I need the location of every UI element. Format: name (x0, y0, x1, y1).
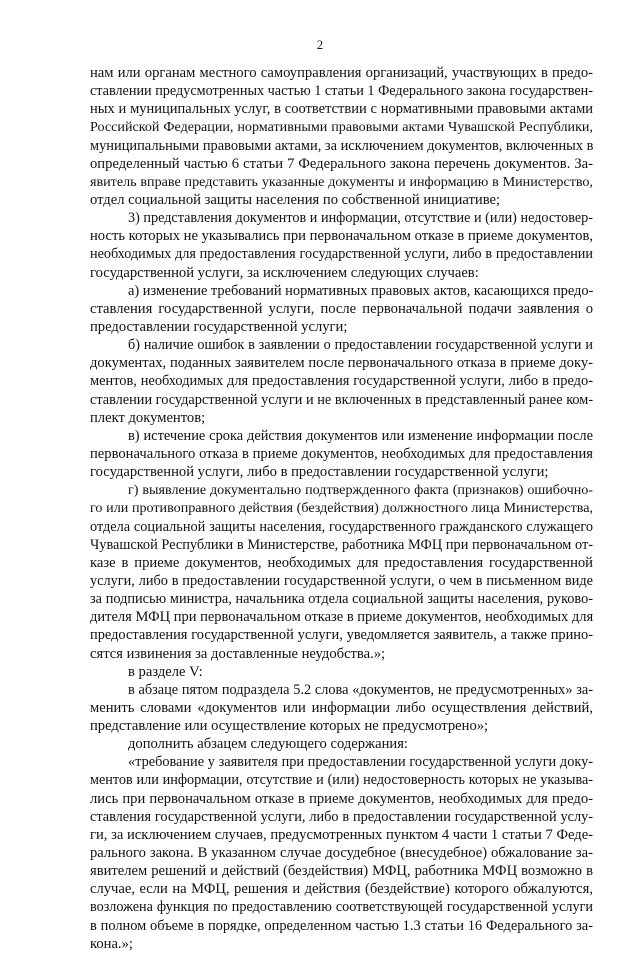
text-line: ставлении государственной услуги и не включенных в представленный ранее ком- (90, 391, 593, 408)
text-line: го или противоправного действия (бездействия) должностного лица Министерства, (90, 500, 593, 517)
text-line: определенный частью 6 статьи 7 Федерального закона перечень документов. За- (90, 155, 593, 172)
text-line: предоставления государственной услуги, уведомляется заявитель, а также прино- (90, 627, 593, 644)
text-line: ги, за исключением случаев, предусмотренных пунктом 4 части 1 статьи 7 Феде- (90, 826, 593, 843)
text-line: в разделе V: (128, 663, 203, 680)
text-line: 3) представления документов и информации, отсутствие и (или) недостовер- (128, 210, 593, 227)
text-line: представление или осуществление которых не предусмотрено»; (90, 718, 489, 735)
page-number: 2 (316, 38, 324, 52)
text-line: нам или органам местного самоуправления организаций, участвующих в предо- (90, 65, 593, 81)
text-line: первоначального отказа в приеме документов, необходимых для предоставления (90, 445, 593, 462)
text-line: дополнить абзацем следующего содержания: (128, 736, 408, 753)
text-line: лись при первоначальном отказе в приеме документов, необходимых для предо- (90, 790, 593, 807)
text-line: необходимых для предоставления государственной услуги, либо в предоставлении (90, 246, 593, 263)
text-line: а) изменение требований нормативных правовых актов, касающихся предо- (128, 282, 593, 299)
text-line: «требование у заявителя при предоставлении государственной услуги доку- (128, 754, 593, 771)
text-line: в полном объеме в порядке, определенном частью 1.3 статьи 16 Федерального за- (90, 917, 593, 934)
text-line: ность которых не указывались при первоначальном отказе в приеме документов, (90, 228, 593, 245)
text-line: государственной услуги, либо в предоставлении государственной услуги; (90, 464, 549, 481)
text-line: ментов, необходимых для предоставления государственной услуги, либо в предо- (90, 373, 593, 390)
text-line: рального закона. В указанном случае досудебное (внесудебное) обжалование за- (90, 845, 593, 862)
text-line: документах, поданных заявителем после первоначального отказа в приеме доку- (90, 355, 593, 372)
text-line: возложена функция по предоставлению соответствующей государственной услуги (90, 899, 593, 916)
text-line: муниципальными правовыми актами, за исключением документов, включенных в (90, 137, 593, 154)
text-line: ных и муниципальных услуг, в соответствии с нормативными правовыми актами (90, 101, 593, 118)
text-line: за подписью министра, начальника отдела социальной защиты населения, руково- (90, 591, 593, 608)
text-line: государственной услуги, за исключением следующих случаев: (90, 264, 479, 281)
text-line: ментов или информации, отсутствие и (или) недостоверность которых не указыва- (90, 772, 593, 789)
text-line: ставлении предусмотренных частью 1 статьи 1 Федерального закона государствен- (90, 83, 593, 100)
document-body (90, 64, 593, 953)
text-line: плект документов; (90, 409, 206, 426)
text-line: кона.»; (90, 935, 133, 952)
text-line: казе в приеме документов, необходимых для предоставления государственной (90, 554, 593, 571)
text-line: в абзаце пятом подраздела 5.2 слова «документов, не предусмотренных» за- (128, 681, 593, 698)
text-line: явителем решений и действий (бездействия) МФЦ, работника МФЦ возможно в (90, 863, 593, 880)
text-line: отдела социальной защиты населения, государственного гражданского служащего (90, 518, 593, 535)
text-line: г) выявление документально подтвержденного факта (признаков) ошибочно- (128, 482, 593, 499)
text-line: случае, если на МФЦ, решения и действия (бездействие) которого обжалуются, (90, 881, 593, 898)
text-line: б) наличие ошибок в заявлении о предоставлении государственной услуги и (128, 337, 593, 354)
text-line: явитель вправе представить указанные документы и информацию в Министерство, (90, 173, 593, 190)
text-line: предоставлении государственной услуги; (90, 318, 348, 335)
text-line: Чувашской Республики в Министерстве, работника МФЦ при первоначальном от- (90, 536, 593, 553)
text-line: услуги, либо в предоставлении государственной услуги, о чем в письменном виде (90, 572, 593, 589)
text-line: отдел социальной защиты населения по собственной инициативе; (90, 191, 501, 208)
text-line: сятся извинения за доставленные неудобства.»; (90, 645, 386, 662)
text-line: Российской Федерации, нормативными правовыми актами Чувашской Республики, (90, 119, 593, 136)
text-line: дителя МФЦ при первоначальном отказе в приеме документов, необходимых для (90, 609, 593, 626)
text-line: ставления государственной услуги, либо в предоставлении государственной услу- (90, 808, 593, 825)
text-line: ставления государственной услуги, после первоначальной подачи заявления о (90, 300, 593, 317)
text-line: в) истечение срока действия документов или изменение информации после (128, 427, 593, 444)
text-line: менить словами «документов или информации либо осуществления действий, (90, 699, 593, 716)
